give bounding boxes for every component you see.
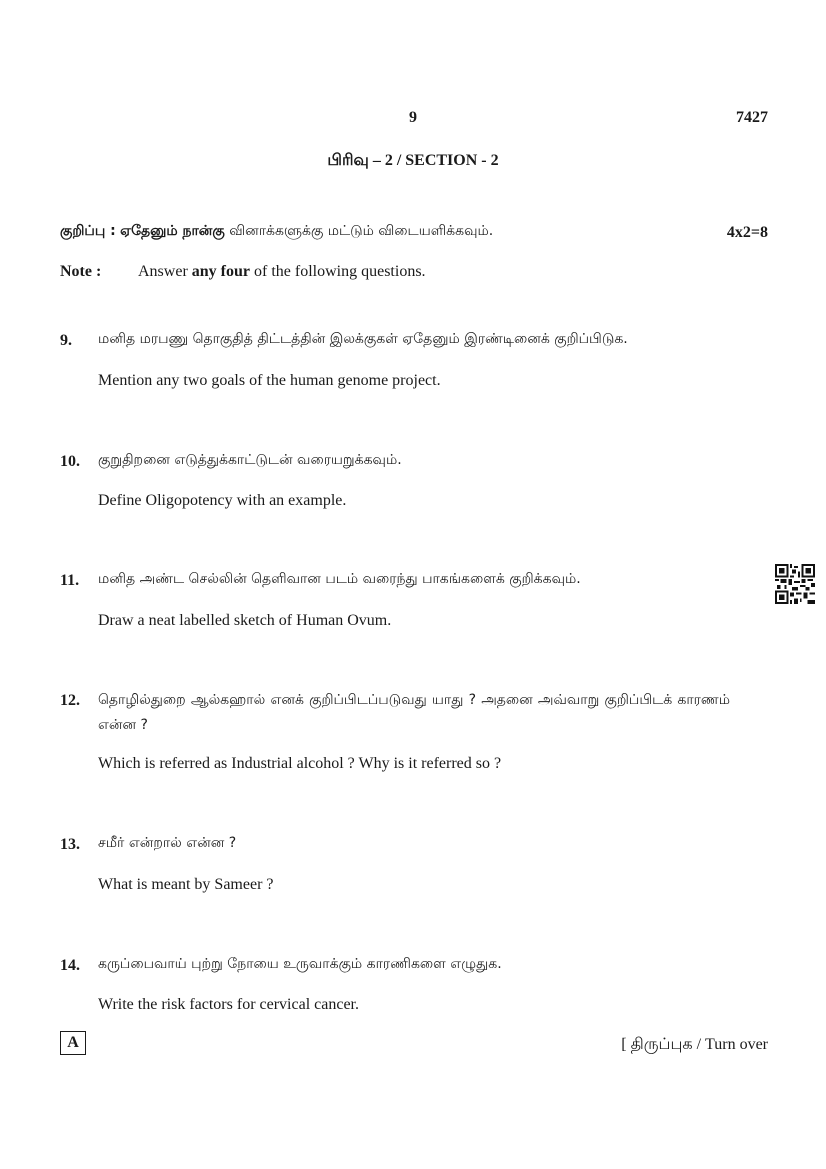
page-number: 9 <box>409 109 417 126</box>
question-tamil: மனித அண்ட செல்லின் தெளிவான படம் வரைந்து பாகங்களைக் குறிக்கவும். <box>98 571 581 587</box>
note-text <box>138 263 426 281</box>
question-tamil: கருப்பைவாய் புற்று நோயை உருவாக்கும் காரணிகளை எழுதுக. <box>98 956 502 972</box>
question-english: Which is referred as Industrial alcohol ? Why is it referred so ? <box>98 755 502 772</box>
question-number: 14. <box>60 957 80 974</box>
question-number: 10. <box>60 453 80 470</box>
question-tamil: தொழில்துறை ஆல்கஹால் எனக் குறிப்பிடப்படுவது யாது ? அதனை அவ்வாறு குறிப்பிடக் காரணம் என்ன ? <box>98 692 730 733</box>
question-number: 12. <box>60 692 80 709</box>
question-number: 13. <box>60 836 80 853</box>
note-label: Note : <box>60 263 102 280</box>
note-post: of the following questions. <box>254 263 426 280</box>
note-pre: Answer <box>138 263 188 280</box>
question-number: 9. <box>60 332 72 349</box>
instruction-rest-tamil: வினாக்களுக்கு மட்டும் விடையளிக்கவும். <box>229 223 494 239</box>
marks-allocation: 4x2=8 <box>726 224 768 241</box>
question-tamil: குறுதிறனை எடுத்துக்காட்டுடன் வரையறுக்கவும். <box>98 452 402 468</box>
question-english: Write the risk factors for cervical cancer. <box>98 996 359 1013</box>
instruction-bold-tamil: ஏதேனும் நான்கு <box>120 223 225 239</box>
note-bold: any four <box>191 263 250 280</box>
section-title: பிரிவு – 2 / SECTION - 2 <box>327 152 499 169</box>
question-english: Mention any two goals of the human genome project. <box>98 372 441 389</box>
question-tamil: சமீர் என்றால் என்ன ? <box>98 835 237 851</box>
question-english: Define Oligopotency with an example. <box>98 492 347 509</box>
question-tamil: மனித மரபணு தொகுதித் திட்டத்தின் இலக்குகள் ஏதேனும் இரண்டினைக் குறிப்பிடுக. <box>98 331 628 347</box>
turn-over-label: [ திருப்புக / Turn over <box>621 1036 768 1053</box>
paper-code: 7427 <box>736 109 768 126</box>
instruction-label-tamil: குறிப்பு : <box>60 223 116 239</box>
question-english: Draw a neat labelled sketch of Human Ovum. <box>98 612 392 629</box>
instruction-tamil <box>60 223 493 241</box>
qr-code <box>775 564 815 604</box>
question-number: 11. <box>60 572 80 589</box>
question-english: What is meant by Sameer ? <box>98 876 274 893</box>
version-box: A <box>60 1031 86 1055</box>
